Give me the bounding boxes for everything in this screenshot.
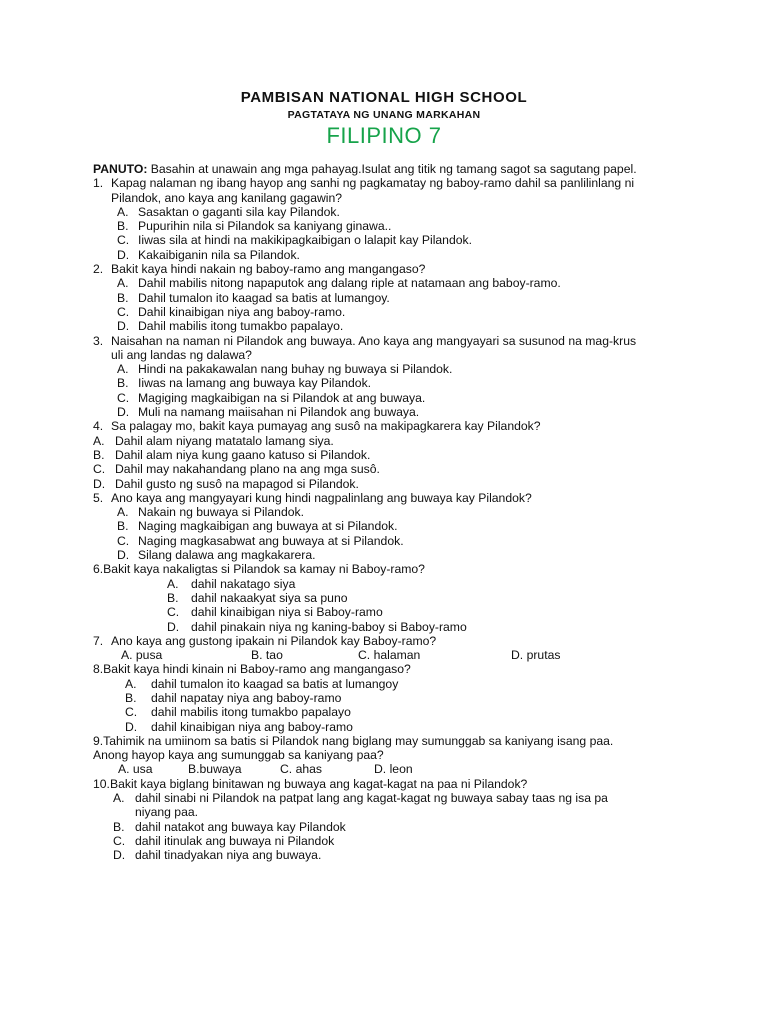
option-text: tao (265, 648, 283, 663)
question-6 (93, 562, 693, 576)
option (93, 834, 693, 848)
option-letter: A. (117, 204, 129, 219)
option-text: dahil pinakain niya ng kaning-baboy si Baboy-ramo (191, 619, 467, 634)
option-text: Iiwas sila at hindi na makikipagkaibigan o lalapit kay Pilandok. (138, 233, 472, 248)
option-text: dahil natakot ang buwaya kay Pilandok (135, 819, 346, 834)
school-name: PAMBISAN NATIONAL HIGH SCHOOL (240, 89, 528, 106)
option-letter: A. (118, 762, 130, 777)
instructions (93, 162, 693, 176)
question-1 (93, 176, 693, 190)
option-text: Dahil kinaibigan niya ang baboy-ramo. (138, 304, 346, 319)
option (121, 648, 251, 662)
question-text: Bakit kaya hindi nakain ng baboy-ramo ang mangangaso? (111, 262, 426, 277)
option-letter: D. (113, 848, 126, 863)
option-letter: D. (511, 648, 524, 663)
option (93, 276, 693, 290)
option-letter: B. (117, 376, 129, 391)
option-text: Dahil may nakahandang plano na ang mga susô. (115, 462, 380, 477)
instructions-text: Basahin at unawain ang mga pahayag.Isulat ang titik ng tamang sagot sa sagutang papel. (147, 162, 637, 176)
option-text: Dahil alam niya kung gaano katuso si Pilandok. (115, 447, 371, 462)
question-text: Bakit kaya nakaligtas si Pilandok sa kamay ni Baboy-ramo? (103, 562, 425, 577)
option-text: Pupurihin nila si Pilandok sa kaniyang ginawa.. (138, 219, 392, 234)
option-text: Dahil mabilis nitong napaputok ang dalang riple at natamaan ang baboy-ramo. (138, 276, 561, 291)
option-text: usa (132, 762, 153, 777)
option (93, 319, 693, 333)
question-text: Tahimik na umiinom sa batis si Pilandok nang biglang may sumunggab sa kaniyang isang paa. (103, 733, 614, 748)
option (93, 677, 693, 691)
option (93, 362, 693, 376)
question-text: Naisahan na naman ni Pilandok ang buwaya. Ano kaya ang mangyayari sa susunod na mag-krus (111, 333, 637, 348)
option (93, 477, 693, 491)
instructions-label: PANUTO: (93, 162, 148, 176)
option-letter: C. (93, 462, 106, 477)
option (93, 233, 693, 247)
option-letter: D. (125, 719, 138, 734)
option-letter: C. (358, 648, 371, 663)
option-letter: D. (167, 619, 180, 634)
option-letter: A. (117, 362, 129, 377)
option-letter: D. (374, 762, 387, 777)
option-text: dahil nakaakyat siya sa puno (191, 590, 348, 605)
option-text-continued: niyang paa. (135, 805, 199, 820)
option (251, 648, 358, 662)
option-text: Dahil mabilis itong tumakbo papalayo. (138, 319, 344, 334)
option (93, 848, 693, 862)
options-row (93, 762, 693, 776)
option (93, 534, 693, 548)
question-number: 6. (93, 562, 104, 577)
option-text: dahil mabilis itong tumakbo papalayo (151, 705, 351, 720)
option (188, 762, 280, 776)
question-text: Bakit kaya biglang binitawan ng buwaya ang kagat-kagat na paa ni Pilandok? (109, 776, 528, 791)
question-text-continued: Anong hayop kaya ang sumunggab sa kaniyang paa? (93, 748, 384, 763)
option-letter: D. (117, 405, 130, 420)
option-text: dahil tinadyakan niya ang buwaya. (135, 848, 322, 863)
option-text: Iiwas na lamang ang buwaya kay Pilandok. (138, 376, 372, 391)
option-letter: C. (117, 233, 130, 248)
exam-body (93, 162, 693, 863)
option-letter: B. (117, 290, 129, 305)
option-letter: D. (117, 548, 130, 563)
option-text: Nakain ng buwaya si Pilandok. (138, 505, 304, 520)
option (93, 519, 693, 533)
question-3 (93, 334, 693, 348)
option-text: Naging magkaibigan ang buwaya at si Pilandok. (138, 519, 398, 534)
option-letter: A. (121, 648, 133, 663)
question-8 (93, 662, 693, 676)
subject-title: FILIPINO 7 (326, 123, 442, 148)
option-text: dahil nakatago siya (191, 576, 296, 591)
option-text: Magiging magkaibigan na si Pilandok at ang buwaya. (138, 390, 426, 405)
option-text: Dahil gusto ng susô na mapagod si Pilandok. (115, 476, 359, 491)
option-text: prutas (526, 648, 561, 663)
option-letter: C. (280, 762, 293, 777)
option-text: Muli na namang maiisahan ni Pilandok ang buwaya. (138, 405, 420, 420)
option-letter: B. (125, 690, 137, 705)
option-letter: D. (117, 247, 130, 262)
option-text: pusa (135, 648, 163, 663)
option (93, 605, 693, 619)
option (511, 648, 560, 662)
option-letter: A. (117, 505, 129, 520)
question-number: 8. (93, 662, 104, 677)
option-text: Naging magkasabwat ang buwaya at si Pilandok. (138, 533, 404, 548)
option-letter: C. (117, 304, 130, 319)
option-letter: B. (167, 590, 179, 605)
option (93, 791, 693, 805)
option-letter: A. (167, 576, 179, 591)
option-text: leon (389, 762, 413, 777)
option (93, 405, 693, 419)
option-text: Kakaibiganin nila sa Pilandok. (138, 247, 300, 262)
option (93, 448, 693, 462)
question-4 (93, 419, 693, 433)
option-text: Dahil alam niyang matatalo lamang siya. (115, 433, 334, 448)
option (358, 648, 511, 662)
option (93, 376, 693, 390)
options-row (93, 648, 693, 662)
option (93, 705, 693, 719)
option-text: dahil napatay niya ang baboy-ramo (151, 690, 342, 705)
option (93, 391, 693, 405)
option (93, 248, 693, 262)
question-number: 10. (93, 776, 110, 791)
exam-subtitle: PAGTATAYA NG UNANG MARKAHAN (287, 109, 481, 121)
option-letter: A. (117, 276, 129, 291)
option (93, 305, 693, 319)
question-number: 7. (93, 633, 104, 648)
option (93, 820, 693, 834)
question-7 (93, 634, 693, 648)
option (93, 691, 693, 705)
option (93, 620, 693, 634)
option-text: Silang dalawa ang magkakarera. (138, 548, 316, 563)
option (374, 762, 413, 776)
question-text-continued: uli ang landas ng dalawa? (111, 347, 252, 362)
question-number: 5. (93, 490, 104, 505)
option-text: dahil tumalon ito kaagad sa batis at lumangoy (151, 676, 399, 691)
option-text: halaman (373, 648, 421, 663)
option-letter: B. (117, 219, 129, 234)
question-number: 2. (93, 262, 104, 277)
question-text: Bakit kaya hindi kinain ni Baboy-ramo ang mangangaso? (103, 662, 411, 677)
question-9 (93, 734, 693, 748)
option (93, 219, 693, 233)
option-letter: D. (93, 476, 106, 491)
question-number: 9. (93, 733, 104, 748)
option-letter: C. (113, 833, 126, 848)
option (93, 720, 693, 734)
question-5 (93, 491, 693, 505)
option-letter: C. (117, 533, 130, 548)
option-letter: A. (113, 791, 125, 806)
question-number: 4. (93, 419, 104, 434)
option (93, 291, 693, 305)
option-letter: B. (251, 648, 263, 663)
option (93, 577, 693, 591)
question-2 (93, 262, 693, 276)
option-text: ahas (295, 762, 323, 777)
question-text: Ano kaya ang mangyayari kung hindi nagpalinlang ang buwaya kay Pilandok? (111, 490, 532, 505)
option-text: dahil kinaibigan niya ang baboy-ramo (151, 719, 353, 734)
option-text: Dahil tumalon ito kaagad sa batis at lumangoy. (138, 290, 390, 305)
option-text: buwaya (199, 762, 242, 777)
question-text: Sa palagay mo, bakit kaya pumayag ang susô na makipagkarera kay Pilandok? (111, 419, 541, 434)
option-letter: B. (188, 762, 200, 777)
option-letter: A. (125, 676, 137, 691)
question-number: 1. (93, 176, 104, 191)
option-text: dahil sinabi ni Pilandok na patpat lang ang kagat-kagat ng buwaya sabay taas ng isa pa (135, 791, 608, 806)
option (93, 548, 693, 562)
option (93, 591, 693, 605)
option-text: dahil kinaibigan niya si Baboy-ramo (191, 605, 383, 620)
option-letter: C. (117, 390, 130, 405)
option (280, 762, 374, 776)
option-text: dahil itinulak ang buwaya ni Pilandok (135, 833, 335, 848)
question-text: Ano kaya ang gustong ipakain ni Pilandok kay Baboy-ramo? (111, 633, 437, 648)
option-letter: B. (117, 519, 129, 534)
option-text: Sasaktan o gaganti sila kay Pilandok. (138, 204, 340, 219)
option-letter: C. (125, 705, 138, 720)
option-letter: A. (93, 433, 105, 448)
option (93, 505, 693, 519)
question-number: 3. (93, 333, 104, 348)
option-letter: C. (167, 605, 180, 620)
question-text: Kapag nalaman ng ibang hayop ang sanhi ng pagkamatay ng baboy-ramo dahil sa panlilinlang ni (111, 176, 635, 191)
option-text: Hindi na pakakawalan nang buhay ng buwaya si Pilandok. (138, 362, 453, 377)
option (93, 205, 693, 219)
option (118, 762, 188, 776)
question-10 (93, 777, 693, 791)
option-letter: D. (117, 319, 130, 334)
option (93, 462, 693, 476)
option (93, 434, 693, 448)
option-letter: B. (113, 819, 125, 834)
question-text-continued: Pilandok, ano kaya ang kanilang gagawin? (111, 190, 343, 205)
option-letter: B. (93, 447, 105, 462)
